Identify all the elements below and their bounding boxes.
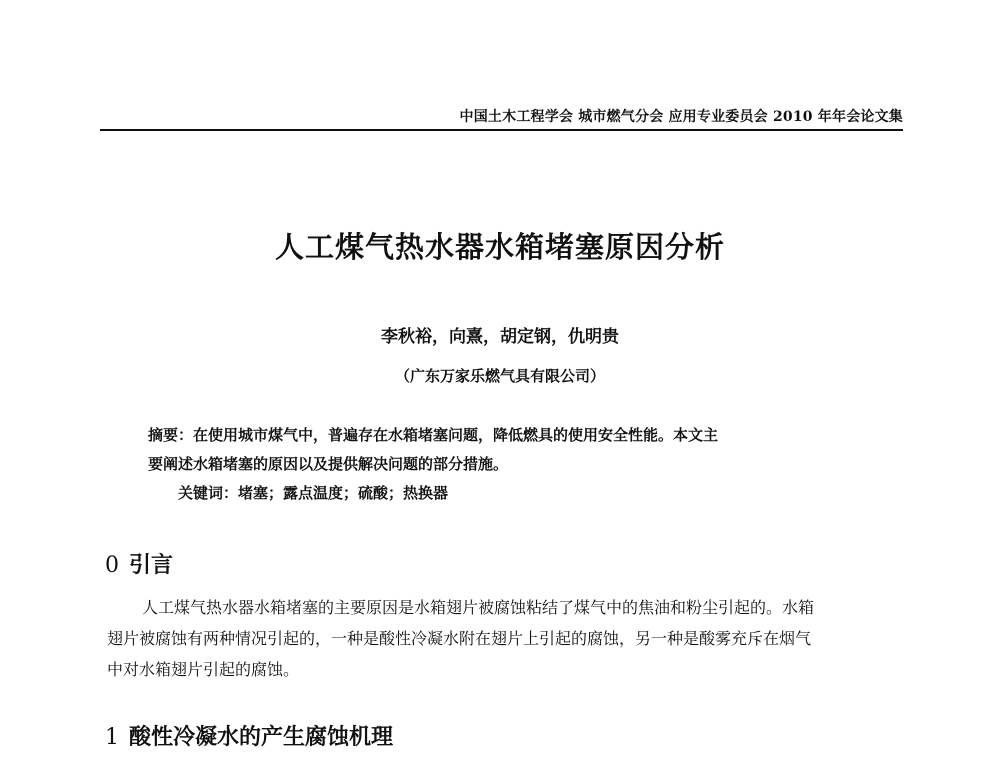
section-number: 0	[105, 553, 119, 578]
section-title: 引言	[129, 552, 174, 578]
running-header: 中国土木工程学会 城市燃气分会 应用专业委员会 2010 年年会论文集	[459, 109, 903, 125]
section-heading-mechanism	[105, 720, 393, 751]
abstract-line-2: 要阐述水箱堵塞的原因以及提供解决问题的部分措施。	[148, 455, 509, 473]
authors: 李秋裕，向熹，胡定钢，仇明贵	[381, 327, 619, 347]
affiliation: （广东万家乐燃气具有限公司）	[394, 367, 605, 385]
keywords-text: 堵塞；露点温度；硫酸；热换器	[238, 484, 449, 502]
paragraph-line-1: 人工煤气热水器水箱堵塞的主要原因是水箱翅片被腐蚀粘结了煤气中的焦油和粉尘引起的。水箱	[142, 598, 815, 617]
abstract-text-1: 在使用城市煤气中，普遍存在水箱堵塞问题，降低燃具的使用安全性能。本文主	[193, 426, 719, 444]
keywords-line	[178, 482, 448, 503]
section-number: 1	[105, 725, 119, 750]
header-rule	[100, 129, 903, 131]
paragraph-line-3: 中对水箱翅片引起的腐蚀。	[107, 660, 300, 679]
keywords-label: 关键词：	[178, 484, 239, 502]
section-heading-introduction	[105, 548, 173, 579]
paper-title: 人工煤气热水器水箱堵塞原因分析	[274, 230, 725, 264]
abstract-line-1	[148, 424, 718, 445]
paragraph-line-2: 翅片被腐蚀有两种情况引起的，一种是酸性冷凝水附在翅片上引起的腐蚀，另一种是酸雾充斥在烟气	[107, 629, 812, 648]
section-title: 酸性冷凝水的产生腐蚀机理	[129, 724, 394, 750]
abstract-label: 摘要：	[148, 426, 194, 444]
